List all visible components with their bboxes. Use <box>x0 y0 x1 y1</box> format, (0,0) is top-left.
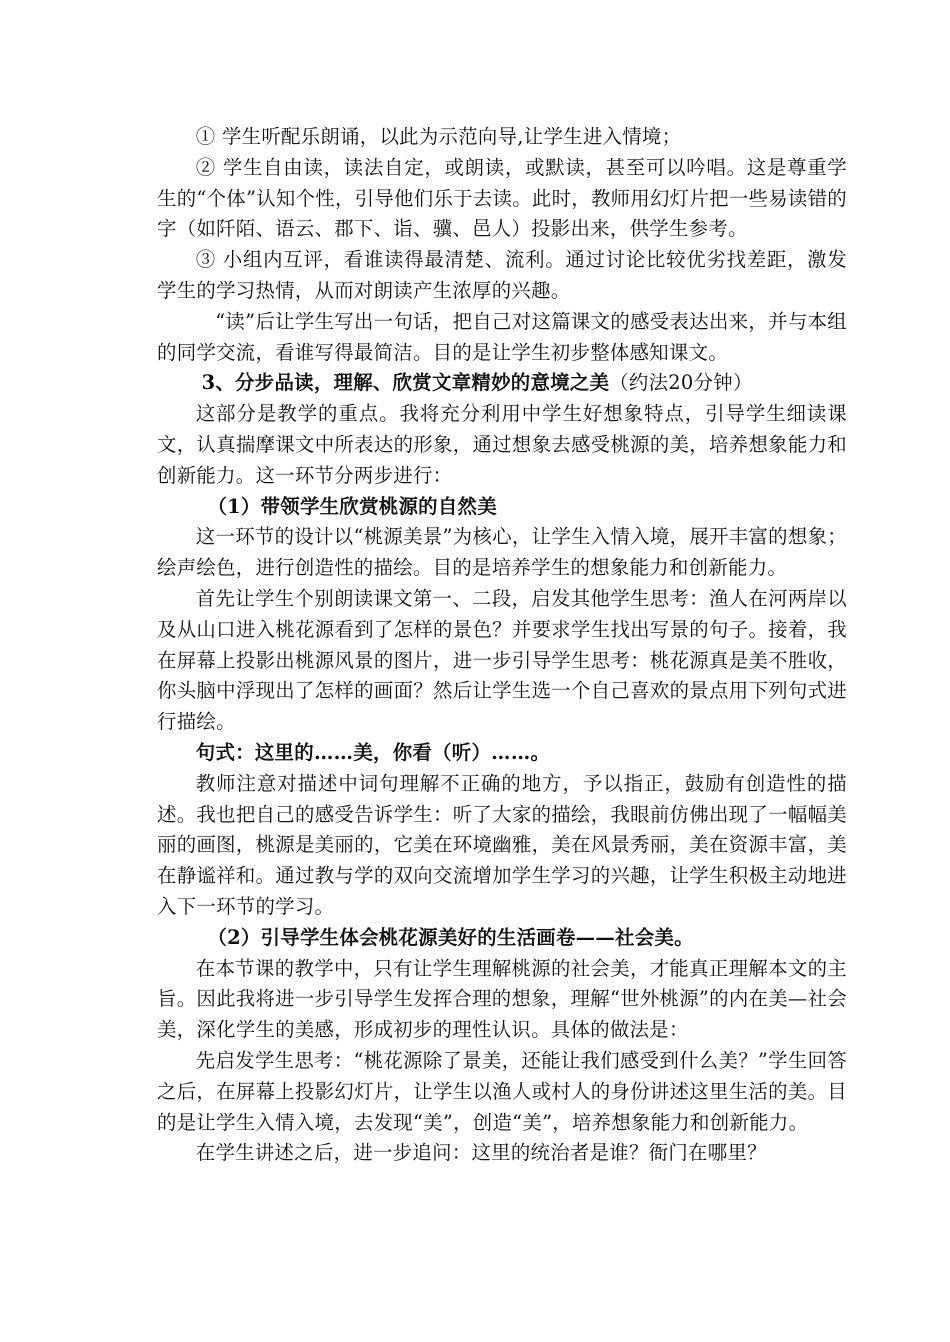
subsection-2-intro-paragraph: 在本节课的教学中，只有让学生理解桃源的社会美，才能真正理解本文的主旨。因此我将进一步引导学生发挥合理的想象，理解“世外桃源”的内在美—社会美，深化学生的美感，形成初步的理性认识。具体的做法是： <box>157 956 847 1042</box>
teacher-feedback-paragraph: 教师注意对描述中词句理解不正确的地方，予以指正，鼓励有创造性的描述。我也把自己的感受告诉学生：听了大家的描绘，我眼前仿佛出现了一幅幅美丽的画图，桃源是美丽的，它美在环境幽雅，美在风景秀丽，美在资源丰富，美在静谧祥和。通过教与学的双向交流增加学生学习的兴趣，让学生积极主动地进入下一环节的学习。 <box>157 771 847 918</box>
follow-up-question-paragraph: 在学生讲述之后，进一步追问：这里的统治者是谁？衙门在哪里？ <box>195 1141 767 1165</box>
step-1-paragraph: ① 学生听配乐朗诵，以此为示范向导,让学生进入情境； <box>195 125 682 148</box>
document-page <box>157 122 847 1169</box>
section-3-heading <box>157 368 847 399</box>
subsection-1-process-paragraph: 首先让学生个别朗读课文第一、二段，启发其他学生思考：渔人在河两岸以及从山口进入桃花源看到了怎样的景色？并要求学生找出写景的句子。接着，我在屏幕上投影出桃源风景的图片，进一步引导学生思考：桃花源真是美不胜收，你头脑中浮现出了怎样的画面？然后让学生选一个自己喜欢的景点用下列句式进行描绘。 <box>157 586 847 734</box>
subsection-2-method-paragraph: 先启发学生思考：“桃花源除了景美，还能让我们感受到什么美？”学生回答之后，在屏幕上投影幻灯片，让学生以渔人或村人的身份讲述这里生活的美。目的是让学生入情入境，去发现“美”，创造“美”，培养想象能力和创新能力。 <box>157 1048 847 1134</box>
write-sentence-paragraph: “读”后让学生写出一句话，把自己对这篇课文的感受表达出来，并与本组的同学交流，看谁写得最简洁。目的是让学生初步整体感知课文。 <box>157 309 847 364</box>
subsection-1-design-paragraph: 这一环节的设计以“桃源美景”为核心，让学生入情入境，展开丰富的想象；绘声绘色，进行创造性的描绘。目的是培养学生的想象能力和创新能力。 <box>157 525 847 580</box>
sentence-pattern: 句式：这里的……美，你看（听）……。 <box>195 740 551 764</box>
subsection-2-heading: （2）引导学生体会桃花源美好的生活画卷——社会美。 <box>207 925 694 949</box>
subsection-1-heading: （1）带领学生欣赏桃源的自然美 <box>207 494 497 518</box>
section-3-time-note: （约法20分钟） <box>609 371 753 395</box>
section-3-title: 3、分步品读，理解、欣赏文章精妙的意境之美 <box>201 371 610 395</box>
step-2-paragraph: ② 学生自由读，读法自定，或朗读，或默读，甚至可以吟唱。这是尊重学生的“个体”认知个性，引导他们乐于去读。此时，教师用幻灯片把一些易读错的字（如阡陌、语云、郡下、诣、骥、邑人）投影出来，供学生参考。 <box>157 155 847 241</box>
section-3-intro-paragraph: 这部分是教学的重点。我将充分利用中学生好想象特点，引导学生细读课文，认真揣摩课文中所表达的形象，通过想象去感受桃源的美，培养想象能力和创新能力。这一环节分两步进行： <box>157 402 847 487</box>
step-3-paragraph: ③ 小组内互评，看谁读得最清楚、流利。通过讨论比较优劣找差距，激发学生的学习热情，从而对朗读产生浓厚的兴趣。 <box>157 248 847 302</box>
